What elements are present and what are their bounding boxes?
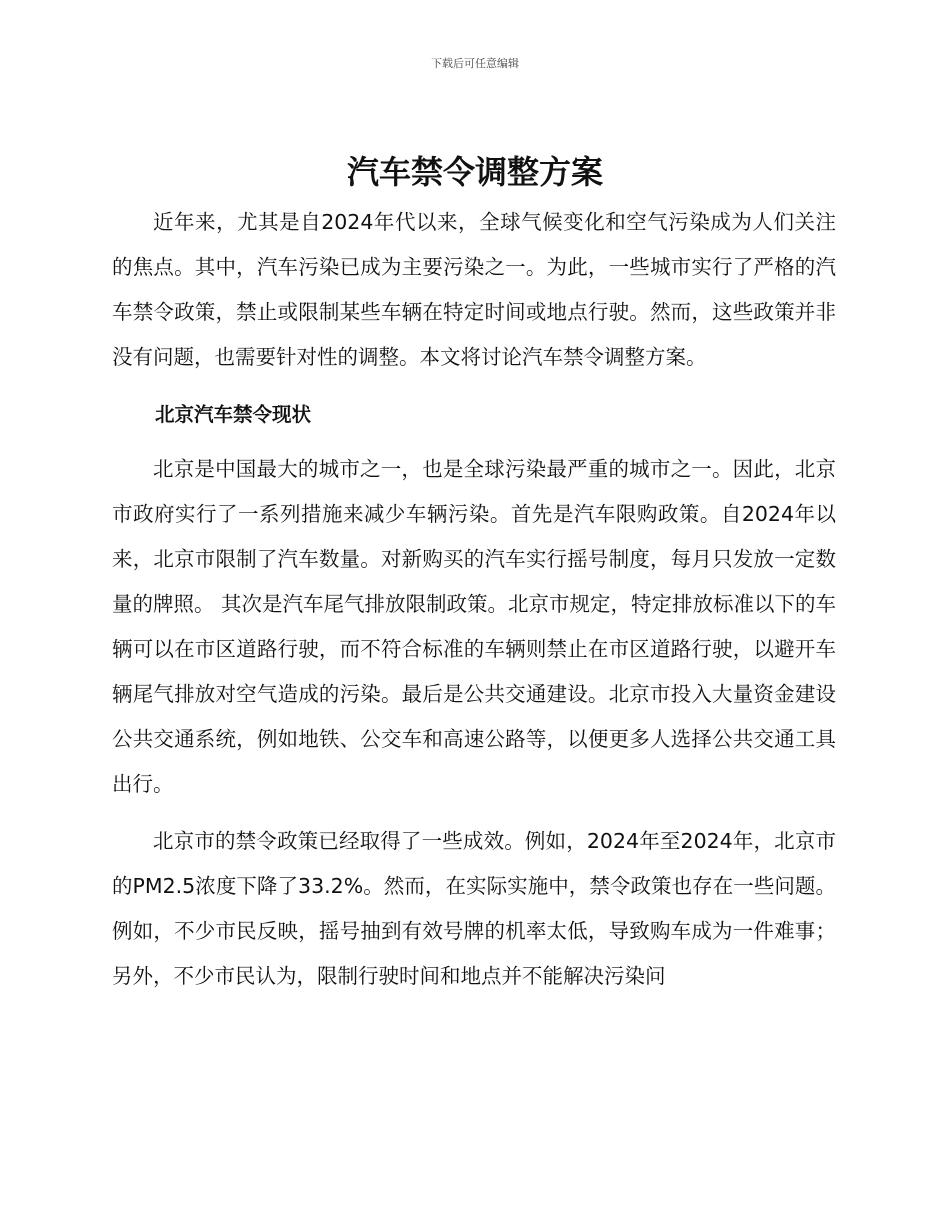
header-note: 下载后可任意编辑 xyxy=(431,57,519,70)
document-title: 汽车禁令调整方案 xyxy=(346,153,603,191)
intro-paragraph: 近年来，尤其是自2024年代以来，全球气候变化和空气污染成为人们关注的焦点。其中，汽车污染已成为主要污染之一。为此，一些城市实行了严格的汽车禁令政策，禁止或限制某些车辆在特定时间或地点行驶。然而，这些政策并非没有问题，也需要针对性的调整。本文将讨论汽车禁令调整方案。 xyxy=(112,210,836,369)
section-paragraph-2: 北京市的禁令政策已经取得了一些成效。例如，2024年至2024年，北京市的PM2.5浓度下降了33.2%。然而，在实际实施中，禁令政策也存在一些问题。例如，不少市民反映，摇号抽到有效号牌的机率太低，导致购车成为一件难事；另外，不少市民认为，限制行驶时间和地点并不能解决污染问 xyxy=(112,829,836,988)
section-heading: 北京汽车禁令现状 xyxy=(155,403,312,426)
document-body xyxy=(112,200,836,1011)
section-paragraph-1: 北京是中国最大的城市之一，也是全球污染最严重的城市之一。因此，北京市政府实行了一系列措施来减少车辆污染。首先是汽车限购政策。自2024年以来，北京市限制了汽车数量。对新购买的汽车实行摇号制度，每月只发放一定数量的牌照。 其次是汽车尾气排放限制政策。北京市规定，特定排放标准以下的车辆可以在市区道路行驶，而不符合标准的车辆则禁止在市区道路行驶，以避开车辆尾气排放对空气造成的污染。最后是公共交通建设。北京市投入大量资金建设公共交通系统，例如地铁、公交车和高速公路等，以便更多人选择公共交通工具出行。 xyxy=(112,457,837,796)
